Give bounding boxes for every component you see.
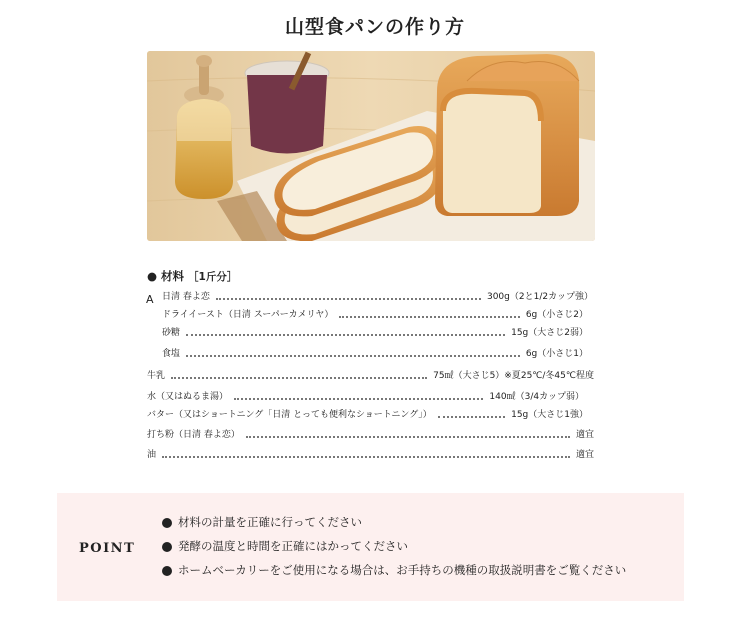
ingredient-name: 打ち粉（日清 春よ恋） — [147, 430, 240, 440]
ingredient-qty: 140㎖（3/4カップ弱） — [489, 392, 584, 402]
point-text: 発酵の温度と時間を正確にはかってください — [178, 539, 408, 553]
ingredient-name: ドライイースト（日清 スーパーカメリヤ） — [162, 310, 334, 320]
ingredients-heading-label: ● 材料 — [147, 269, 185, 283]
ingredient-row — [162, 348, 588, 360]
ingredient-name: 食塩 — [162, 349, 181, 359]
leader-dots — [438, 416, 505, 418]
ingredient-row — [162, 309, 588, 321]
point-text: ホームベーカリーをご使用になる場合は、お手持ちの機種の取扱説明書をご覧ください — [178, 563, 627, 577]
ingredient-qty: 300g（2と1/2カップ強） — [486, 292, 593, 302]
ingredient-row — [147, 370, 594, 382]
leader-dots — [186, 355, 520, 357]
ingredient-name: 水（又はぬるま湯） — [147, 392, 229, 402]
point-item — [162, 563, 626, 587]
point-box — [57, 493, 684, 601]
ingredient-name: 油 — [147, 450, 157, 460]
leader-dots — [234, 398, 483, 400]
ingredient-qty: 75㎖（大さじ5）※夏25℃/冬45℃程度 — [433, 371, 594, 381]
ingredient-qty: 適宜 — [575, 430, 594, 440]
point-list — [162, 515, 626, 587]
leader-dots — [186, 334, 505, 336]
leader-dots — [246, 436, 570, 438]
ingredient-name: 牛乳 — [147, 371, 166, 381]
bullet-icon — [162, 542, 172, 552]
ingredient-qty: 15g（大さじ1強） — [511, 410, 588, 420]
bullet-icon — [162, 518, 172, 528]
ingredient-name: バター（又はショートニング「日清 とっても便利なショートニング」） — [147, 410, 432, 420]
point-text: 材料の計量を正確に行ってください — [178, 515, 362, 529]
group-a-label: A — [146, 293, 154, 306]
ingredient-row — [162, 327, 588, 339]
ingredient-row — [147, 429, 594, 441]
leader-dots — [171, 377, 427, 379]
ingredients-heading — [147, 268, 237, 284]
ingredient-qty: 15g（大さじ2弱） — [511, 328, 588, 338]
leader-dots — [216, 298, 481, 300]
ingredient-qty: 適宜 — [575, 450, 594, 460]
bread-photo — [147, 51, 595, 241]
ingredient-row — [147, 409, 588, 421]
ingredient-row — [147, 449, 594, 461]
bullet-icon — [162, 566, 172, 576]
leader-dots — [339, 316, 519, 318]
ingredient-name: 砂糖 — [162, 328, 181, 338]
ingredient-row — [147, 391, 584, 403]
leader-dots — [162, 456, 570, 458]
point-item — [162, 539, 626, 563]
point-label: POINT — [79, 541, 136, 556]
ingredient-qty: 6g（小さじ1） — [525, 349, 588, 359]
point-item — [162, 515, 626, 539]
ingredient-row — [162, 291, 593, 303]
ingredient-qty: 6g（小さじ2） — [525, 310, 588, 320]
ingredient-name: 日清 春よ恋 — [162, 292, 210, 302]
page-title: 山型食パンの作り方 — [284, 16, 465, 38]
ingredients-amount: ［1斤分］ — [188, 271, 238, 283]
